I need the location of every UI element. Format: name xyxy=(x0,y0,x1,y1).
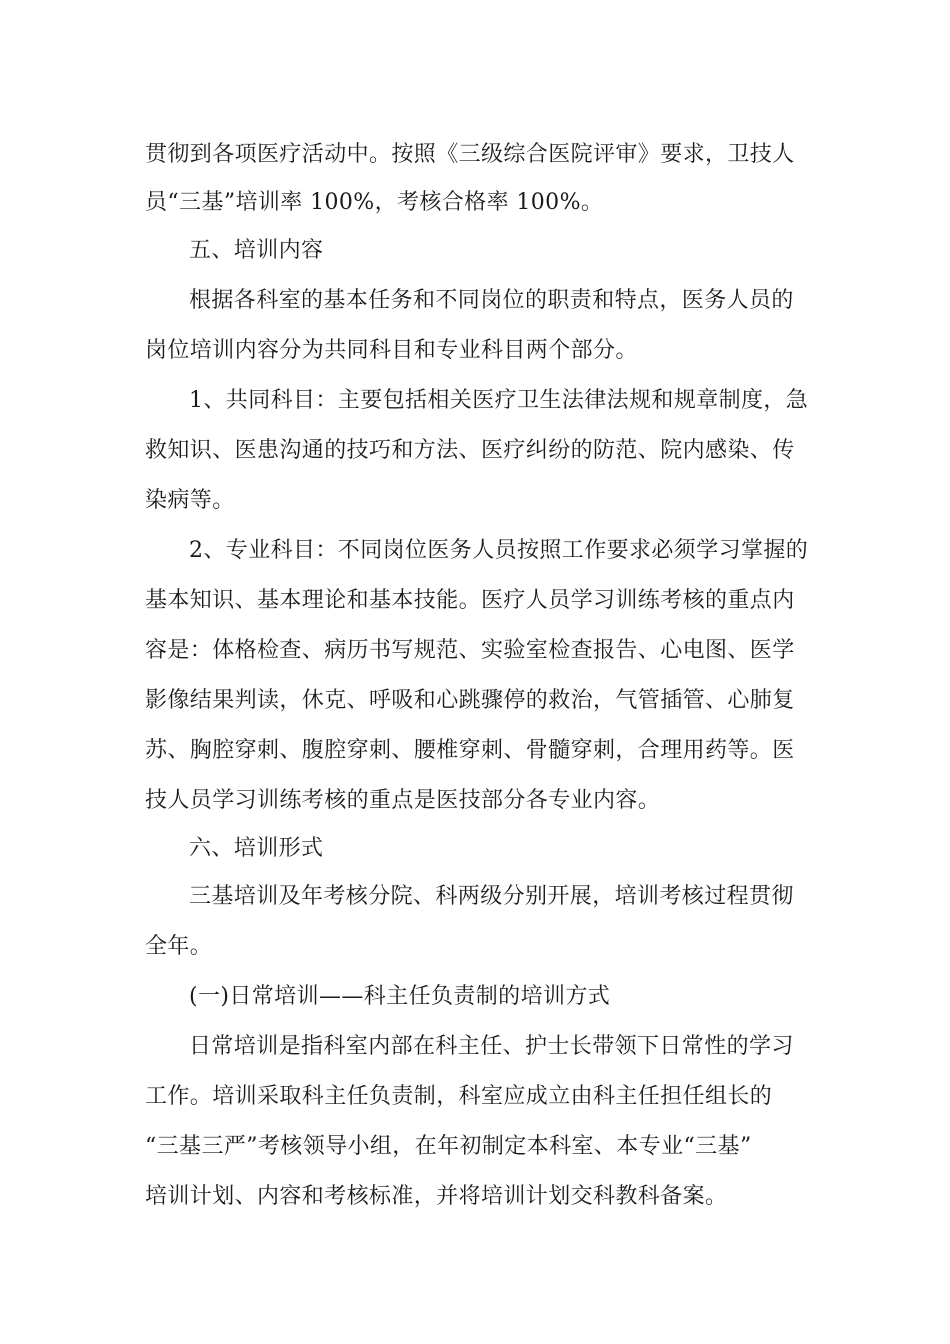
text-line: 2、专业科目：不同岗位医务人员按照工作要求必须学习掌握的 xyxy=(189,538,809,563)
text-line: 基本知识、基本理论和基本技能。医疗人员学习训练考核的重点内 xyxy=(145,588,795,613)
text-line: 技人员学习训练考核的重点是医技部分各专业内容。 xyxy=(145,788,661,813)
text-line: 培训计划、内容和考核标准，并将培训计划交科教科备案。 xyxy=(145,1184,728,1209)
text-line: 三基培训及年考核分院、科两级分别开展，培训考核过程贯彻 xyxy=(189,884,794,909)
section-heading: 五、培训内容 xyxy=(189,238,324,263)
text-line: “三基三严”考核领导小组，在年初制定本科室、本专业“三基” xyxy=(145,1134,752,1159)
text-line: 日常培训是指科室内部在科主任、护士长带领下日常性的学习 xyxy=(189,1034,794,1059)
text-line: 影像结果判读，休克、呼吸和心跳骤停的救治，气管插管、心肺复 xyxy=(145,688,795,713)
text-line: 工作。培训采取科主任负责制，科室应成立由科主任担任组长的 xyxy=(145,1084,773,1109)
text-line: 染病等。 xyxy=(145,488,235,513)
text-line: 岗位培训内容分为共同科目和专业科目两个部分。 xyxy=(145,338,638,363)
text-line: 全年。 xyxy=(145,934,213,959)
text-line: 1、共同科目：主要包括相关医疗卫生法律法规和规章制度，急 xyxy=(189,388,809,413)
section-heading: 六、培训形式 xyxy=(189,836,324,861)
text-line: 贯彻到各项医疗活动中。按照《三级综合医院评审》要求，卫技人 xyxy=(145,142,795,167)
text-line: 容是：体格检查、病历书写规范、实验室检查报告、心电图、医学 xyxy=(145,638,795,663)
text-line: 苏、胸腔穿刺、腹腔穿刺、腰椎穿刺、骨髓穿刺，合理用药等。医 xyxy=(145,738,795,763)
subsection-heading: (一)日常培训——科主任负责制的培训方式 xyxy=(189,984,611,1009)
text-line: 员“三基”培训率 100%，考核合格率 100%。 xyxy=(145,190,604,215)
text-line: 救知识、医患沟通的技巧和方法、医疗纠纷的防范、院内感染、传 xyxy=(145,438,795,463)
text-line: 根据各科室的基本任务和不同岗位的职责和特点，医务人员的 xyxy=(189,288,794,313)
